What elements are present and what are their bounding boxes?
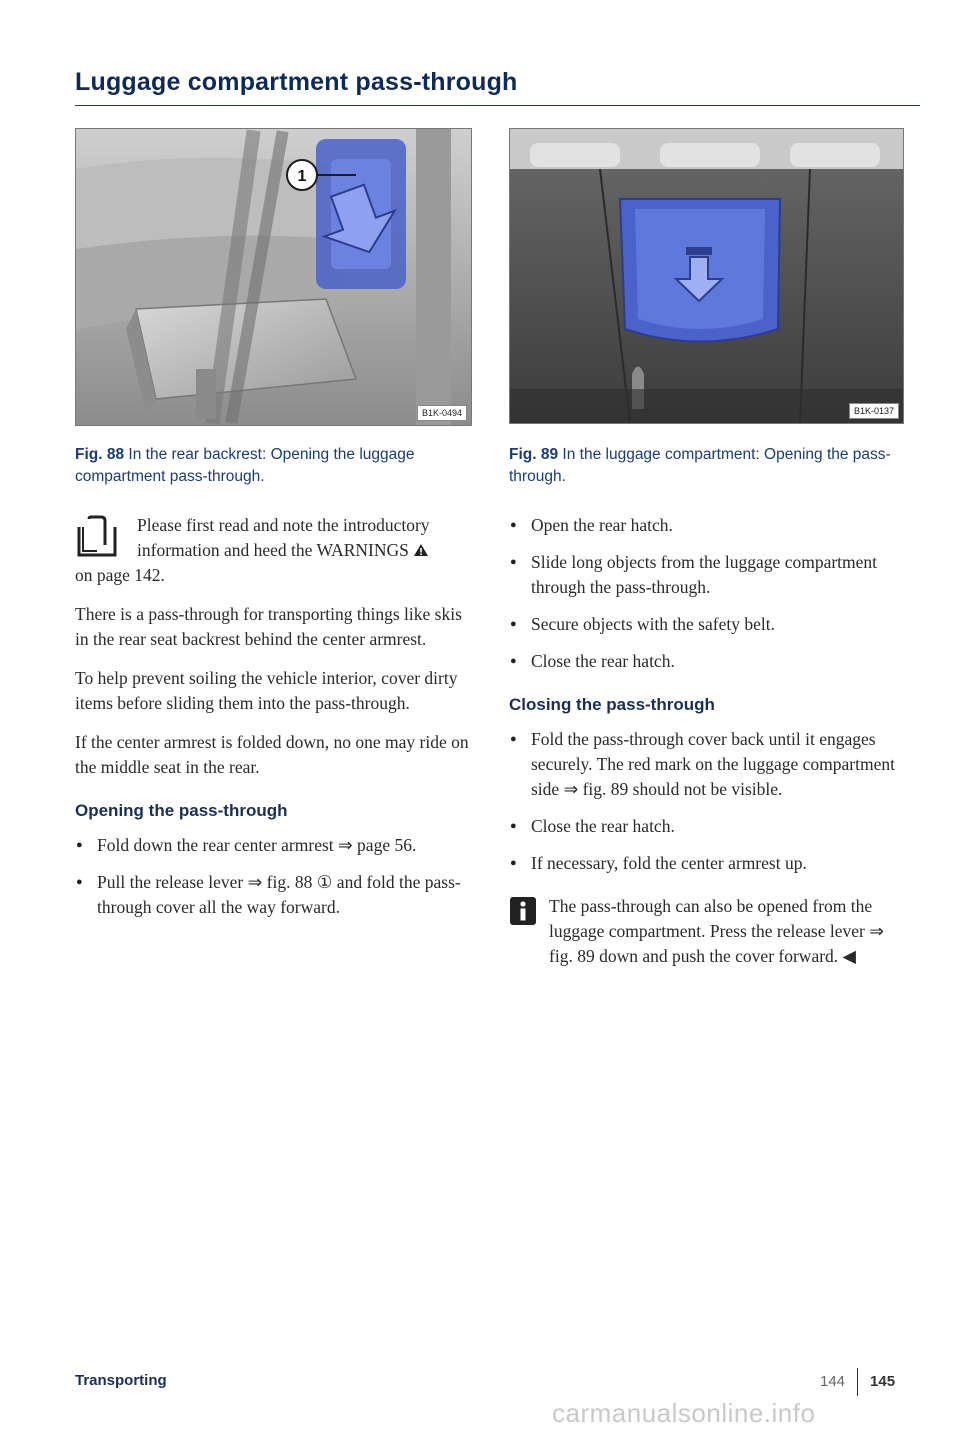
figure-89-caption xyxy=(509,444,904,488)
right-column xyxy=(509,513,909,969)
page-title: Luggage compartment pass-through xyxy=(75,68,518,96)
bullet-fold-cover: ● Fold the pass-through cover back until it engages securely. The red mark on the luggage compartment side ⇒ fig. 89 should not be visible. xyxy=(509,727,909,802)
figure-88-caption-label: Fig. 88 xyxy=(75,446,125,463)
bullet-fold-armrest: ● Fold down the rear center armrest ⇒ page 56. xyxy=(75,833,470,858)
page-number-separator xyxy=(857,1368,858,1396)
header-rule xyxy=(75,105,920,106)
figure-89 xyxy=(509,128,904,424)
page-numbers xyxy=(820,1368,895,1396)
info-icon xyxy=(509,896,537,926)
note-line-2: information and heed the WARNINGS xyxy=(137,540,409,560)
paragraph-soiling: To help prevent soiling the vehicle interior, cover dirty items before sliding them into the pass-through. xyxy=(75,668,458,713)
bullet-close-hatch-2: ● Close the rear hatch. xyxy=(509,814,909,839)
page-number-right: 145 xyxy=(870,1372,896,1390)
figure-89-illustration xyxy=(510,129,903,423)
left-column xyxy=(75,513,470,932)
info-note xyxy=(509,894,909,969)
bullet-close-hatch: ● Close the rear hatch. xyxy=(509,649,909,674)
page-number-left: 144 xyxy=(820,1372,846,1390)
figure-88-caption-text: In the rear backrest: Opening the luggage compartment pass-through. xyxy=(75,446,415,485)
figure-88 xyxy=(75,128,472,426)
warning-icon xyxy=(413,543,429,557)
bullet-secure-objects: ● Secure objects with the safety belt. xyxy=(509,612,909,637)
figure-88-illustration xyxy=(76,129,471,425)
paragraph-pass-through: There is a pass-through for transporting things like skis in the rear seat backrest behind the center armrest. xyxy=(75,604,462,649)
footer-section: Transporting xyxy=(75,1372,167,1389)
book-icon xyxy=(75,515,119,557)
note-line-3: on page 142. xyxy=(75,565,165,585)
figure-88-caption xyxy=(75,444,470,488)
page-header xyxy=(75,68,920,106)
read-first-note xyxy=(75,513,470,588)
bullet-slide-objects: ● Slide long objects from the luggage compartment through the pass-through. xyxy=(509,550,909,600)
watermark: carmanualsonline.info xyxy=(552,1398,816,1428)
note-line-1: Please first read and note the introductory xyxy=(137,515,430,535)
figure-88-code: B1K-0494 xyxy=(417,405,467,421)
paragraph-armrest: If the center armrest is folded down, no one may ride on the middle seat in the rear. xyxy=(75,732,469,777)
bullet-fold-armrest-up: ● If necessary, fold the center armrest up. xyxy=(509,851,909,876)
info-text: The pass-through can also be opened from the luggage compartment. Press the release lever ⇒ fig. 89 down and push the cover forward. ◀ xyxy=(549,896,884,966)
figure-89-caption-label: Fig. 89 xyxy=(509,446,559,463)
bullet-open-hatch: ● Open the rear hatch. xyxy=(509,513,909,538)
note-line-2-wrap xyxy=(75,538,470,563)
heading-closing: Closing the pass-through xyxy=(509,695,715,714)
callout-1-label: 1 xyxy=(297,168,307,185)
figure-89-code: B1K-0137 xyxy=(849,403,899,419)
heading-opening: Opening the pass-through xyxy=(75,801,288,820)
figure-89-caption-text: In the luggage compartment: Opening the pass-through. xyxy=(509,446,891,485)
bullet-pull-lever: ● Pull the release lever ⇒ fig. 88 ① and fold the pass-through cover all the way forward. xyxy=(75,870,470,920)
